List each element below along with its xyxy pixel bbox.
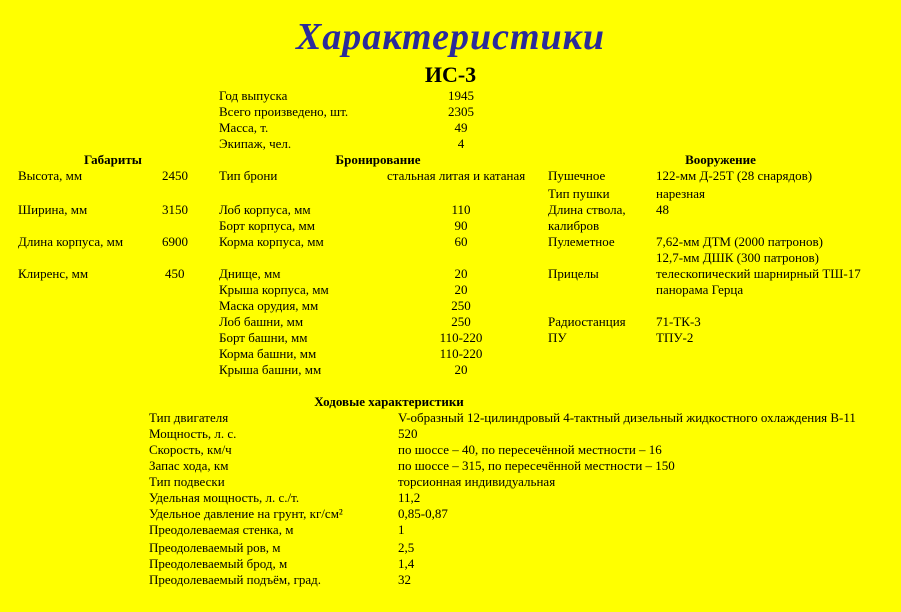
armor-label: Крыша башни, мм <box>219 362 322 377</box>
dimension-label: Длина корпуса, мм <box>18 234 124 249</box>
mobility-label: Тип двигателя <box>149 410 229 425</box>
mobility-label: Преодолеваемый брод, м <box>149 556 288 571</box>
dimension-label: Высота, мм <box>18 168 83 183</box>
gun-type-label: Тип пушки <box>548 186 610 201</box>
armor-label: Крыша корпуса, мм <box>219 282 329 297</box>
armor-value: 110-220 <box>439 330 483 345</box>
mobility-label: Запас хода, км <box>149 458 229 473</box>
radio-value: 71-ТК-3 <box>656 314 701 329</box>
armament-header: Вооружение <box>685 152 756 167</box>
radio-label: Радиостанция <box>548 314 626 329</box>
armor-value: 60 <box>454 234 468 249</box>
armor-label: Маска орудия, мм <box>219 298 319 313</box>
armor-value: 110 <box>451 202 471 217</box>
armor-value: 110-220 <box>439 346 483 361</box>
mobility-label: Удельная мощность, л. с./т. <box>149 490 300 505</box>
armor-value: 250 <box>451 298 471 313</box>
general-label: Экипаж, чел. <box>219 136 292 151</box>
mobility-label: Удельное давление на грунт, кг/см² <box>149 506 343 521</box>
gun-label: Пушечное <box>548 168 606 183</box>
armor-value: 90 <box>454 218 468 233</box>
dimension-label: Ширина, мм <box>18 202 88 217</box>
armor-label: Борт корпуса, мм <box>219 218 315 233</box>
armor-value: 20 <box>454 266 468 281</box>
dimension-value: 2450 <box>162 168 188 183</box>
mobility-value: 2,5 <box>398 540 415 555</box>
gun-value: 122-мм Д-25Т (28 снарядов) <box>656 168 813 183</box>
page-title: Характеристики <box>295 16 606 58</box>
armor-value: 20 <box>454 362 468 377</box>
mobility-label: Преодолеваемый ров, м <box>149 540 281 555</box>
sights-label: Прицелы <box>548 266 599 281</box>
general-value: 49 <box>454 120 468 135</box>
mobility-value: 32 <box>398 572 411 587</box>
general-label: Масса, т. <box>219 120 269 135</box>
dimension-value: 6900 <box>162 234 188 249</box>
mobility-value: 11,2 <box>398 490 421 505</box>
mobility-value: 520 <box>398 426 418 441</box>
sights-value: панорама Герца <box>656 282 744 297</box>
mobility-label: Скорость, км/ч <box>149 442 232 457</box>
general-value: 4 <box>457 136 465 151</box>
armor-label: Лоб корпуса, мм <box>219 202 311 217</box>
general-label: Всего произведено, шт. <box>219 104 349 119</box>
vehicle-name: ИС-3 <box>424 62 477 87</box>
pu-label: ПУ <box>548 330 567 345</box>
general-value: 1945 <box>448 88 474 103</box>
dimensions-header: Габариты <box>84 152 142 167</box>
gun-type-value: нарезная <box>656 186 705 201</box>
mobility-label: Мощность, л. с. <box>149 426 237 441</box>
armor-label: Лоб башни, мм <box>219 314 304 329</box>
mobility-value: 1,4 <box>398 556 415 571</box>
mobility-value: 0,85-0,87 <box>398 506 448 521</box>
general-label: Год выпуска <box>219 88 288 103</box>
mobility-value: по шоссе – 40, по пересечённой местности – 16 <box>398 442 662 457</box>
armor-header: Бронирование <box>335 152 421 167</box>
general-value: 2305 <box>448 104 474 119</box>
mobility-value: торсионная индивидуальная <box>398 474 556 489</box>
mobility-label: Тип подвески <box>149 474 225 489</box>
armor-label: Днище, мм <box>219 266 281 281</box>
mobility-label: Преодолеваемая стенка, м <box>149 522 294 537</box>
armor-type-label: Тип брони <box>219 168 278 183</box>
sights-value: телескопический шарнирный ТШ-17 <box>656 266 861 281</box>
armor-type-value: стальная литая и катаная <box>387 168 526 183</box>
mobility-value: 1 <box>398 522 405 537</box>
dimension-value: 3150 <box>162 202 188 217</box>
pu-value: ТПУ-2 <box>656 330 694 345</box>
dimension-value: 450 <box>165 266 185 281</box>
mobility-value: V-образный 12-цилиндровый 4-тактный дизельный жидкостного охлаждения В-11 <box>398 410 856 425</box>
mobility-header: Ходовые характеристики <box>314 394 464 409</box>
mg-label: Пулеметное <box>548 234 615 249</box>
armor-label: Борт башни, мм <box>219 330 308 345</box>
mg-value: 12,7-мм ДШК (300 патронов) <box>656 250 819 265</box>
armor-label: Корма башни, мм <box>219 346 317 361</box>
armor-value: 250 <box>451 314 471 329</box>
mobility-value: по шоссе – 315, по пересечённой местности – 150 <box>398 458 675 473</box>
barrel-label: Длина ствола, калибров <box>548 202 626 233</box>
barrel-value: 48 <box>656 202 669 217</box>
armor-value: 20 <box>454 282 468 297</box>
mg-value: 7,62-мм ДТМ (2000 патронов) <box>656 234 823 249</box>
dimension-label: Клиренс, мм <box>18 266 89 281</box>
mobility-label: Преодолеваемый подъём, град. <box>149 572 322 587</box>
armor-label: Корма корпуса, мм <box>219 234 324 249</box>
